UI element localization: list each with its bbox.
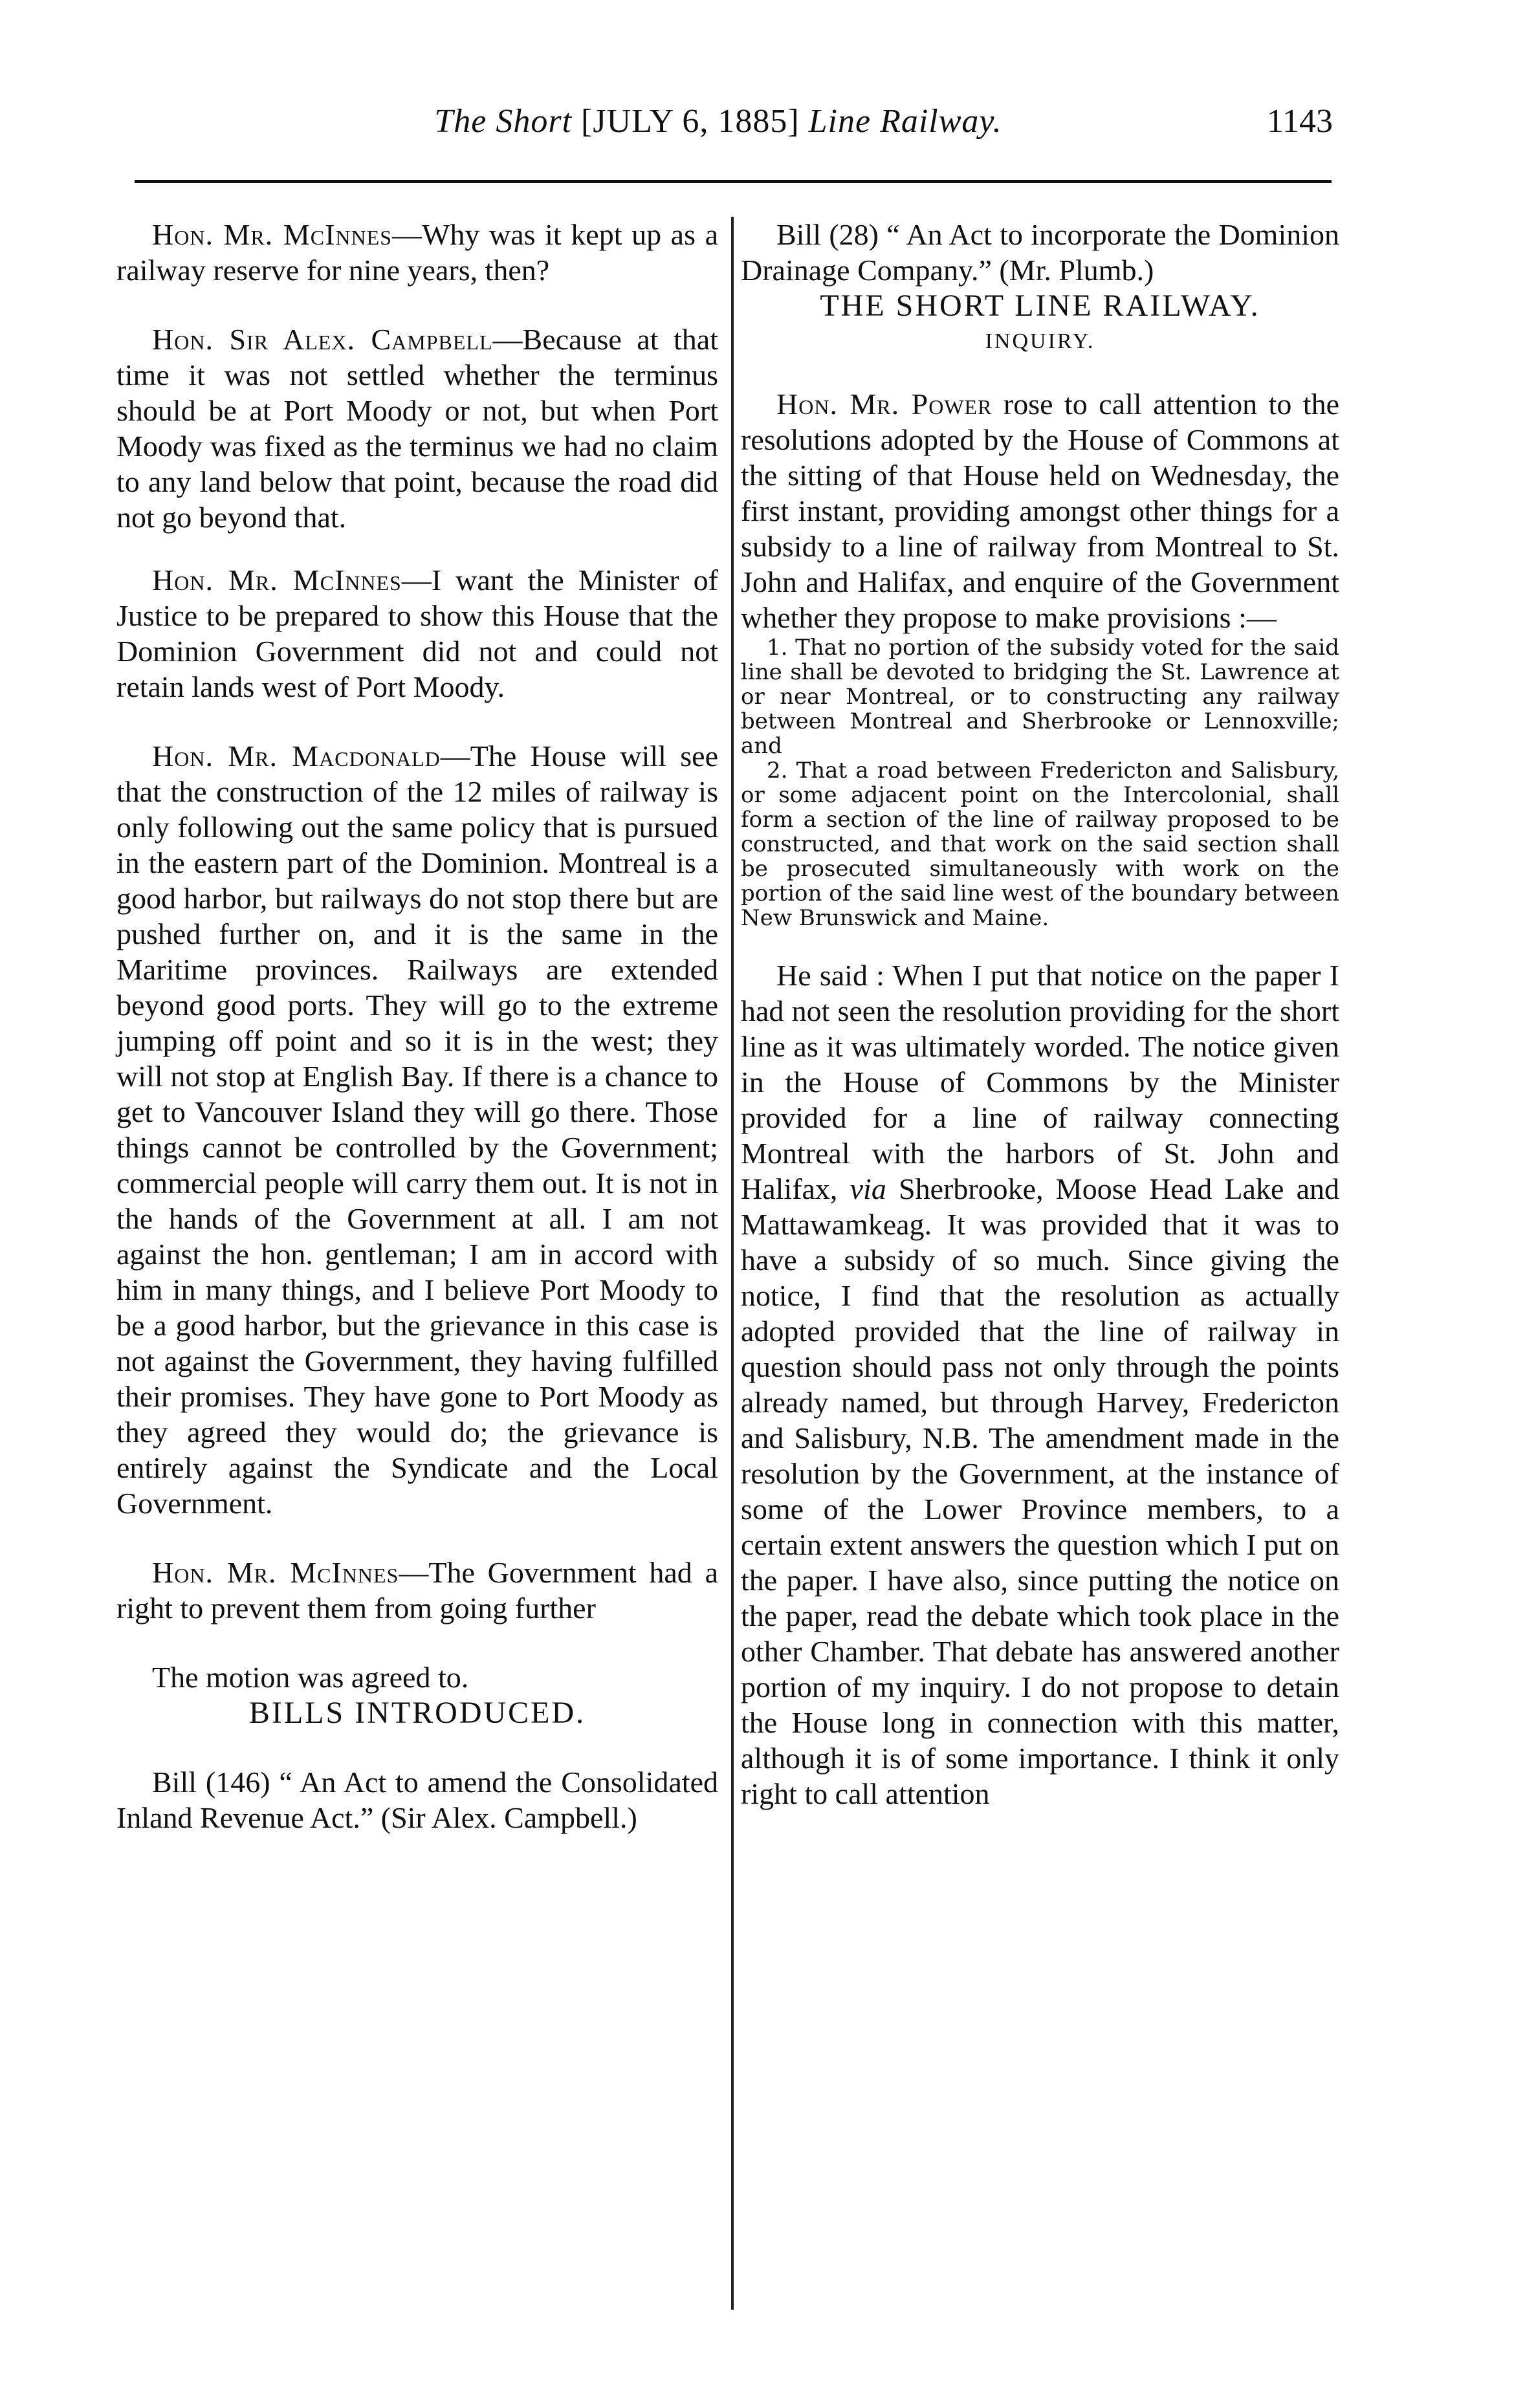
page-number: 1143 (1266, 103, 1333, 140)
speech-paragraph (116, 322, 718, 535)
speaker-name: Hon. Sir Alex. Campbell (152, 323, 493, 356)
resolution-item: 1. That no portion of the subsidy voted for the said line shall be devoted to bridging the St. Lawrence at or near Montreal, or to constructing any railway between Montreal and Sherbrooke or Lennoxville; and (741, 635, 1339, 759)
bill-paragraph: Bill (146) “ An Act to amend the Consolidated Inland Revenue Act.” (Sir Alex. Campbell.) (116, 1766, 718, 1834)
speech-paragraph (741, 386, 1339, 635)
right-column (741, 217, 1339, 1811)
section-heading: BILLS INTRODUCED. (248, 1696, 586, 1730)
motion-result: The motion was agreed to. (152, 1661, 469, 1694)
speech-text: —Because at that time it was not settled whether the terminus should be at Port Moody or not, but when Port Moody was fixed as the terminus we had no claim to any land below that point, because the road did not go beyond that. (116, 323, 718, 534)
italic-word: via (850, 1172, 886, 1205)
speech-paragraph (116, 217, 718, 288)
speech-text: —Why was it kept up as a railway reserve for nine years, then? (116, 218, 718, 287)
speech-text: rose to call attention to the resolutions adopted by the House of Commons at the sitting of that House held on Wednesday, the first instant, providing amongst other things for a subsidy to a line of railway from Montreal to St. John and Halifax, and enquire of the Government whether they propose to make provisions :— (741, 388, 1339, 634)
speaker-name: Hon. Mr. Macdonald (152, 739, 441, 772)
speech-text: He said : When I put that notice on the paper I had not seen the resolution providing for the short line as it was ultimately worded. The notice given in the House of Commons by the Minister provided for a line of railway connecting Montreal with the harbors of St. John and Halifax, (741, 959, 1339, 1205)
header-title-right: Line Railway. (808, 103, 1002, 140)
speech-text: —The Government had a right to prevent them from going further (116, 1556, 718, 1625)
column-divider (731, 217, 734, 2310)
running-header (104, 102, 1333, 154)
speaker-name: Hon. Mr. McInnes (152, 1556, 399, 1589)
speaker-name: Hon. Mr. McInnes (152, 218, 392, 251)
header-title-left: The Short (434, 103, 573, 140)
section-heading: THE SHORT LINE RAILWAY. (820, 289, 1260, 323)
section-subheading: INQUIRY. (985, 329, 1095, 353)
speech-text: —I want the Minister of Justice to be prepared to show this House that the Dominion Government did not and could not retain lands west of Port Moody. (116, 564, 718, 703)
speaker-name: Hon. Mr. Power (776, 388, 993, 421)
header-rule (135, 180, 1332, 183)
left-column (116, 217, 718, 1835)
speaker-name: Hon. Mr. McInnes (152, 564, 402, 597)
speech-paragraph (116, 1555, 718, 1626)
header-date: [JULY 6, 1885] (581, 103, 800, 140)
speech-text: Sherbrooke, Moose Head Lake and Mattawamkeag. It was provided that it was to have a subsidy of so much. Since giving the notice, I find that the resolution as actually adopted provided that the line of railway in question should pass not only through the points already named, but through Harvey, Fredericton and Salisbury, N.B. The amendment made in the resolution by the Government, at the instance of some of the Lower Province members, to a certain extent answers the question which I put on the paper. I have also, since putting the notice on the paper, read the debate which took place in the other Chamber. That debate has answered another portion of my inquiry. I do not propose to detain the House long in connection with this matter, although it is of some importance. I think it only right to call attention (741, 1172, 1339, 1810)
speech-paragraph (741, 958, 1339, 1811)
bill-paragraph: Bill (28) “ An Act to incorporate the Dominion Drainage Company.” (Mr. Plumb.) (741, 218, 1339, 287)
header-title (104, 102, 1333, 140)
speech-paragraph (116, 562, 718, 705)
speech-paragraph (116, 738, 718, 1521)
speech-text: —The House will see that the construction of the 12 miles of railway is only following out the same policy that is pursued in the eastern part of the Dominion. Montreal is a good harbor, but railways do not stop there but are pushed further on, and it is the same in the Maritime provinces. Railways are extended beyond good ports. They will go to the extreme jumping off point and so it is in the west; they will not stop at English Bay. If there is a chance to get to Vancouver Island they will go there. Those things cannot be controlled by the Government; commercial people will carry them out. It is not in the hands of the Government at all. I am not against the hon. gentleman; I am in accord with him in many things, and I believe Port Moody to be a good harbor, but the grievance in this case is not against the Government, they having fulfilled their promises. They have gone to Port Moody as they agreed they would do; the grievance is entirely against the Syndicate and the Local Government. (116, 739, 718, 1520)
resolution-item: 2. That a road between Fredericton and Salisbury, or some adjacent point on the Intercolonial, shall form a section of the line of railway proposed to be constructed, and that work on the said section shall be prosecuted simultaneously with work on the portion of the said line west of the boundary between New Brunswick and Maine. (741, 758, 1339, 931)
